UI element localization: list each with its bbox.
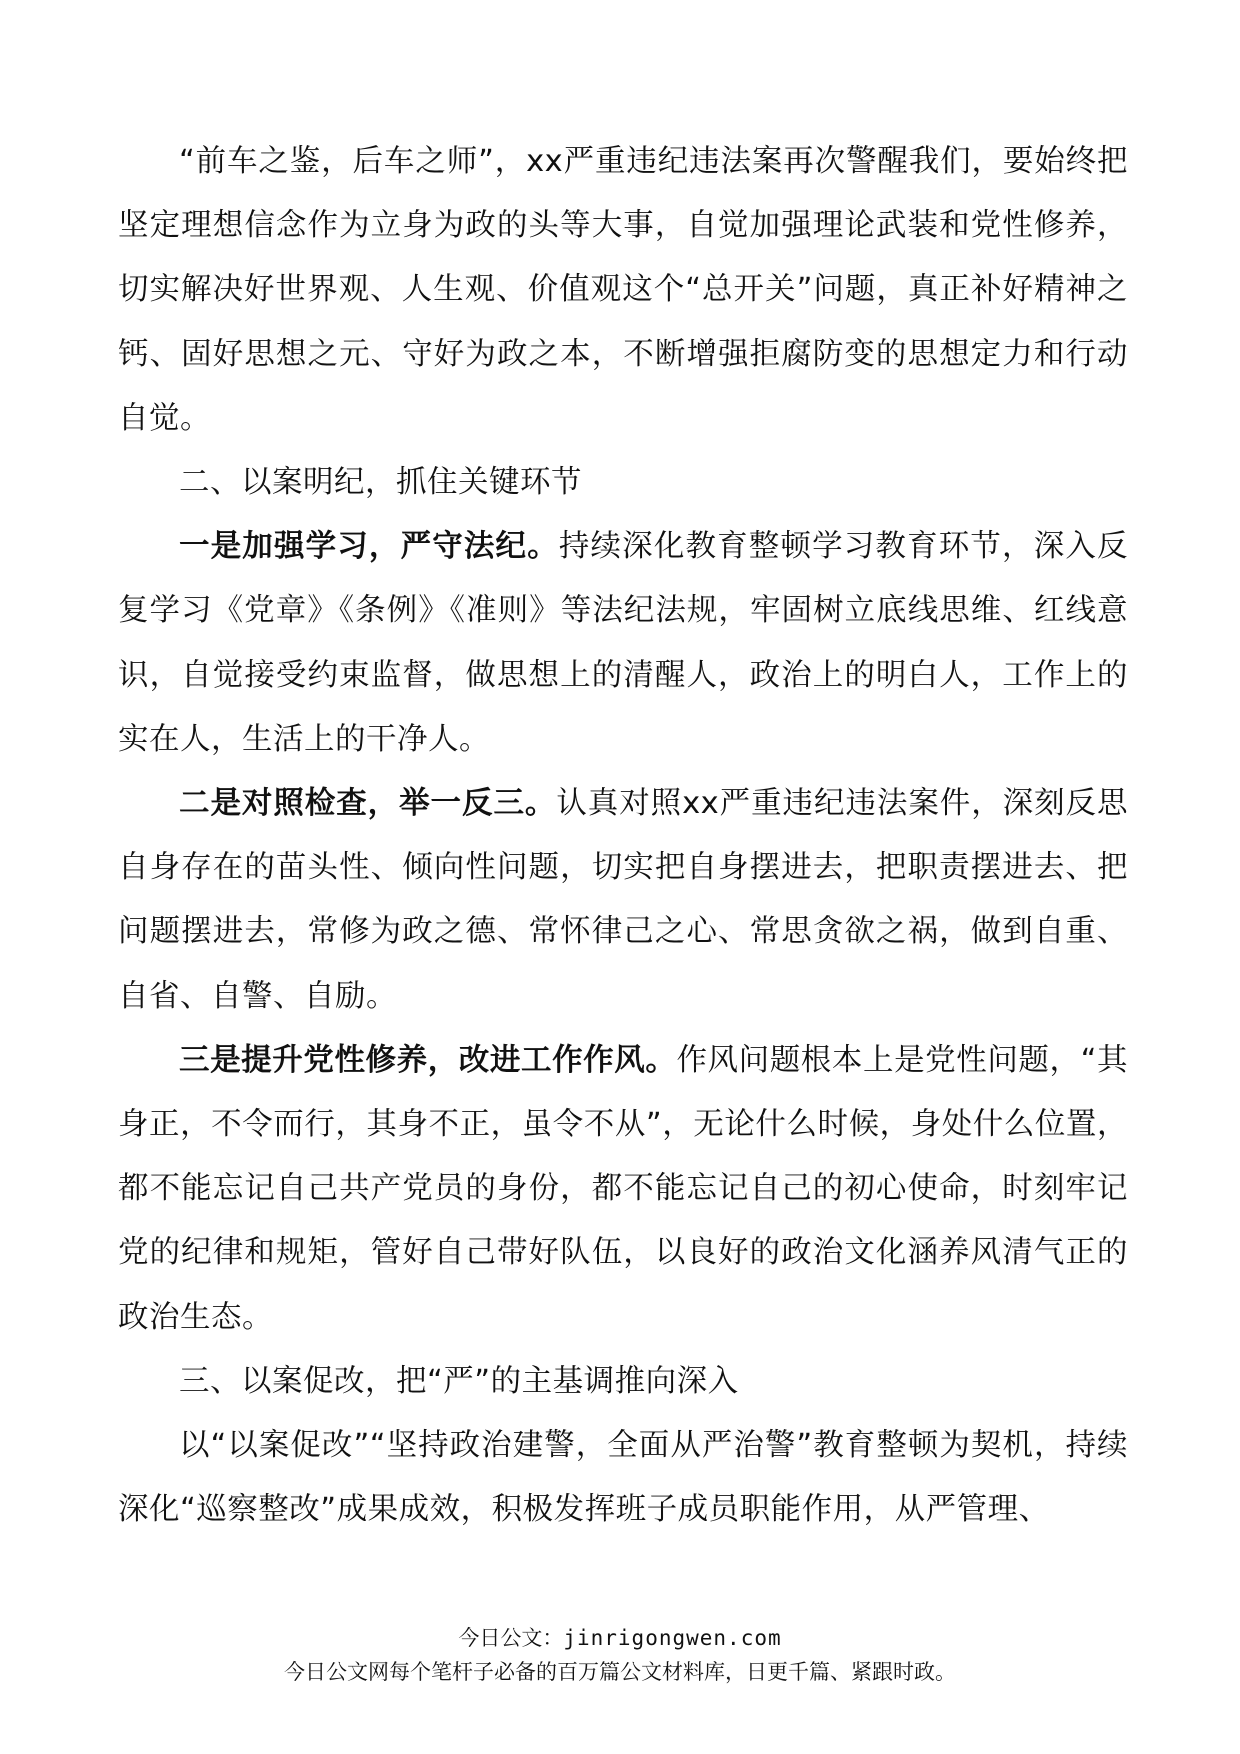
paragraph-study xyxy=(118,515,1128,772)
paragraph-reform xyxy=(118,1414,1128,1542)
paragraph-intro-text: “前车之鉴，后车之师”，xx严重违纪违法案再次警醒我们，要始终把坚定理想信念作为立身为政的头等大事，自觉加强理论武装和党性修养，切实解决好世界观、人生观、价值观这个“总开关”问题，真正补好精神之钙、固好思想之元、守好为政之本，不断增强拒腐防变的思想定力和行动自觉。 xyxy=(118,144,1128,436)
paragraph-reform-text: 以“以案促改”“坚持政治建警，全面从严治警”教育整顿为契机，持续深化“巡察整改”成果成效，积极发挥班子成员职能作用，从严管理、 xyxy=(118,1428,1128,1528)
paragraph-check-body: 认真对照xx严重违纪违法案件，深刻反思自身存在的苗头性、倾向性问题，切实把自身摆进去，把职责摆进去、把问题摆进去，常修为政之德、常怀律己之心、常思贪欲之祸，做到自重、自省、自警、自励。 xyxy=(118,786,1128,1014)
footer-site-line xyxy=(0,1622,1240,1652)
footer-site-label: 今日公文： xyxy=(458,1626,564,1650)
document-body xyxy=(118,130,1128,1542)
paragraph-check-lead: 二是对照检查，举一反三。 xyxy=(179,786,557,822)
footer-site-url[interactable]: jinrigongwen.com xyxy=(563,1626,782,1650)
section-heading-2: 二、以案明纪，抓住关键环节 xyxy=(179,465,582,501)
paragraph-study-lead: 一是加强学习，严守法纪。 xyxy=(179,529,559,565)
paragraph-style-lead: 三是提升党性修养，改进工作作风。 xyxy=(179,1042,677,1078)
paragraph-study-body: 持续深化教育整顿学习教育环节，深入反复学习《党章》《条例》《准则》等法纪法规，牢固树立底线思维、红线意识，自觉接受约束监督，做思想上的清醒人，政治上的明白人，工作上的实在人，生活上的干净人。 xyxy=(118,529,1129,757)
footer-slogan: 今日公文网每个笔杆子必备的百万篇公文材料库，日更千篇、紧跟时政。 xyxy=(284,1660,956,1684)
paragraph-intro xyxy=(118,130,1128,451)
paragraph-style-body: 作风问题根本上是党性问题，“其身正，不令而行，其身不正，虽令不从”，无论什么时候，身处什么位置，都不能忘记自己共产党员的身份，都不能忘记自己的初心使命，时刻牢记党的纪律和规矩，管好自己带好队伍，以良好的政治文化涵养风清气正的政治生态。 xyxy=(118,1042,1128,1335)
paragraph-style xyxy=(118,1029,1128,1350)
section-heading-3: 三、以案促改，把“严”的主基调推向深入 xyxy=(179,1363,739,1399)
paragraph-check xyxy=(118,772,1128,1029)
